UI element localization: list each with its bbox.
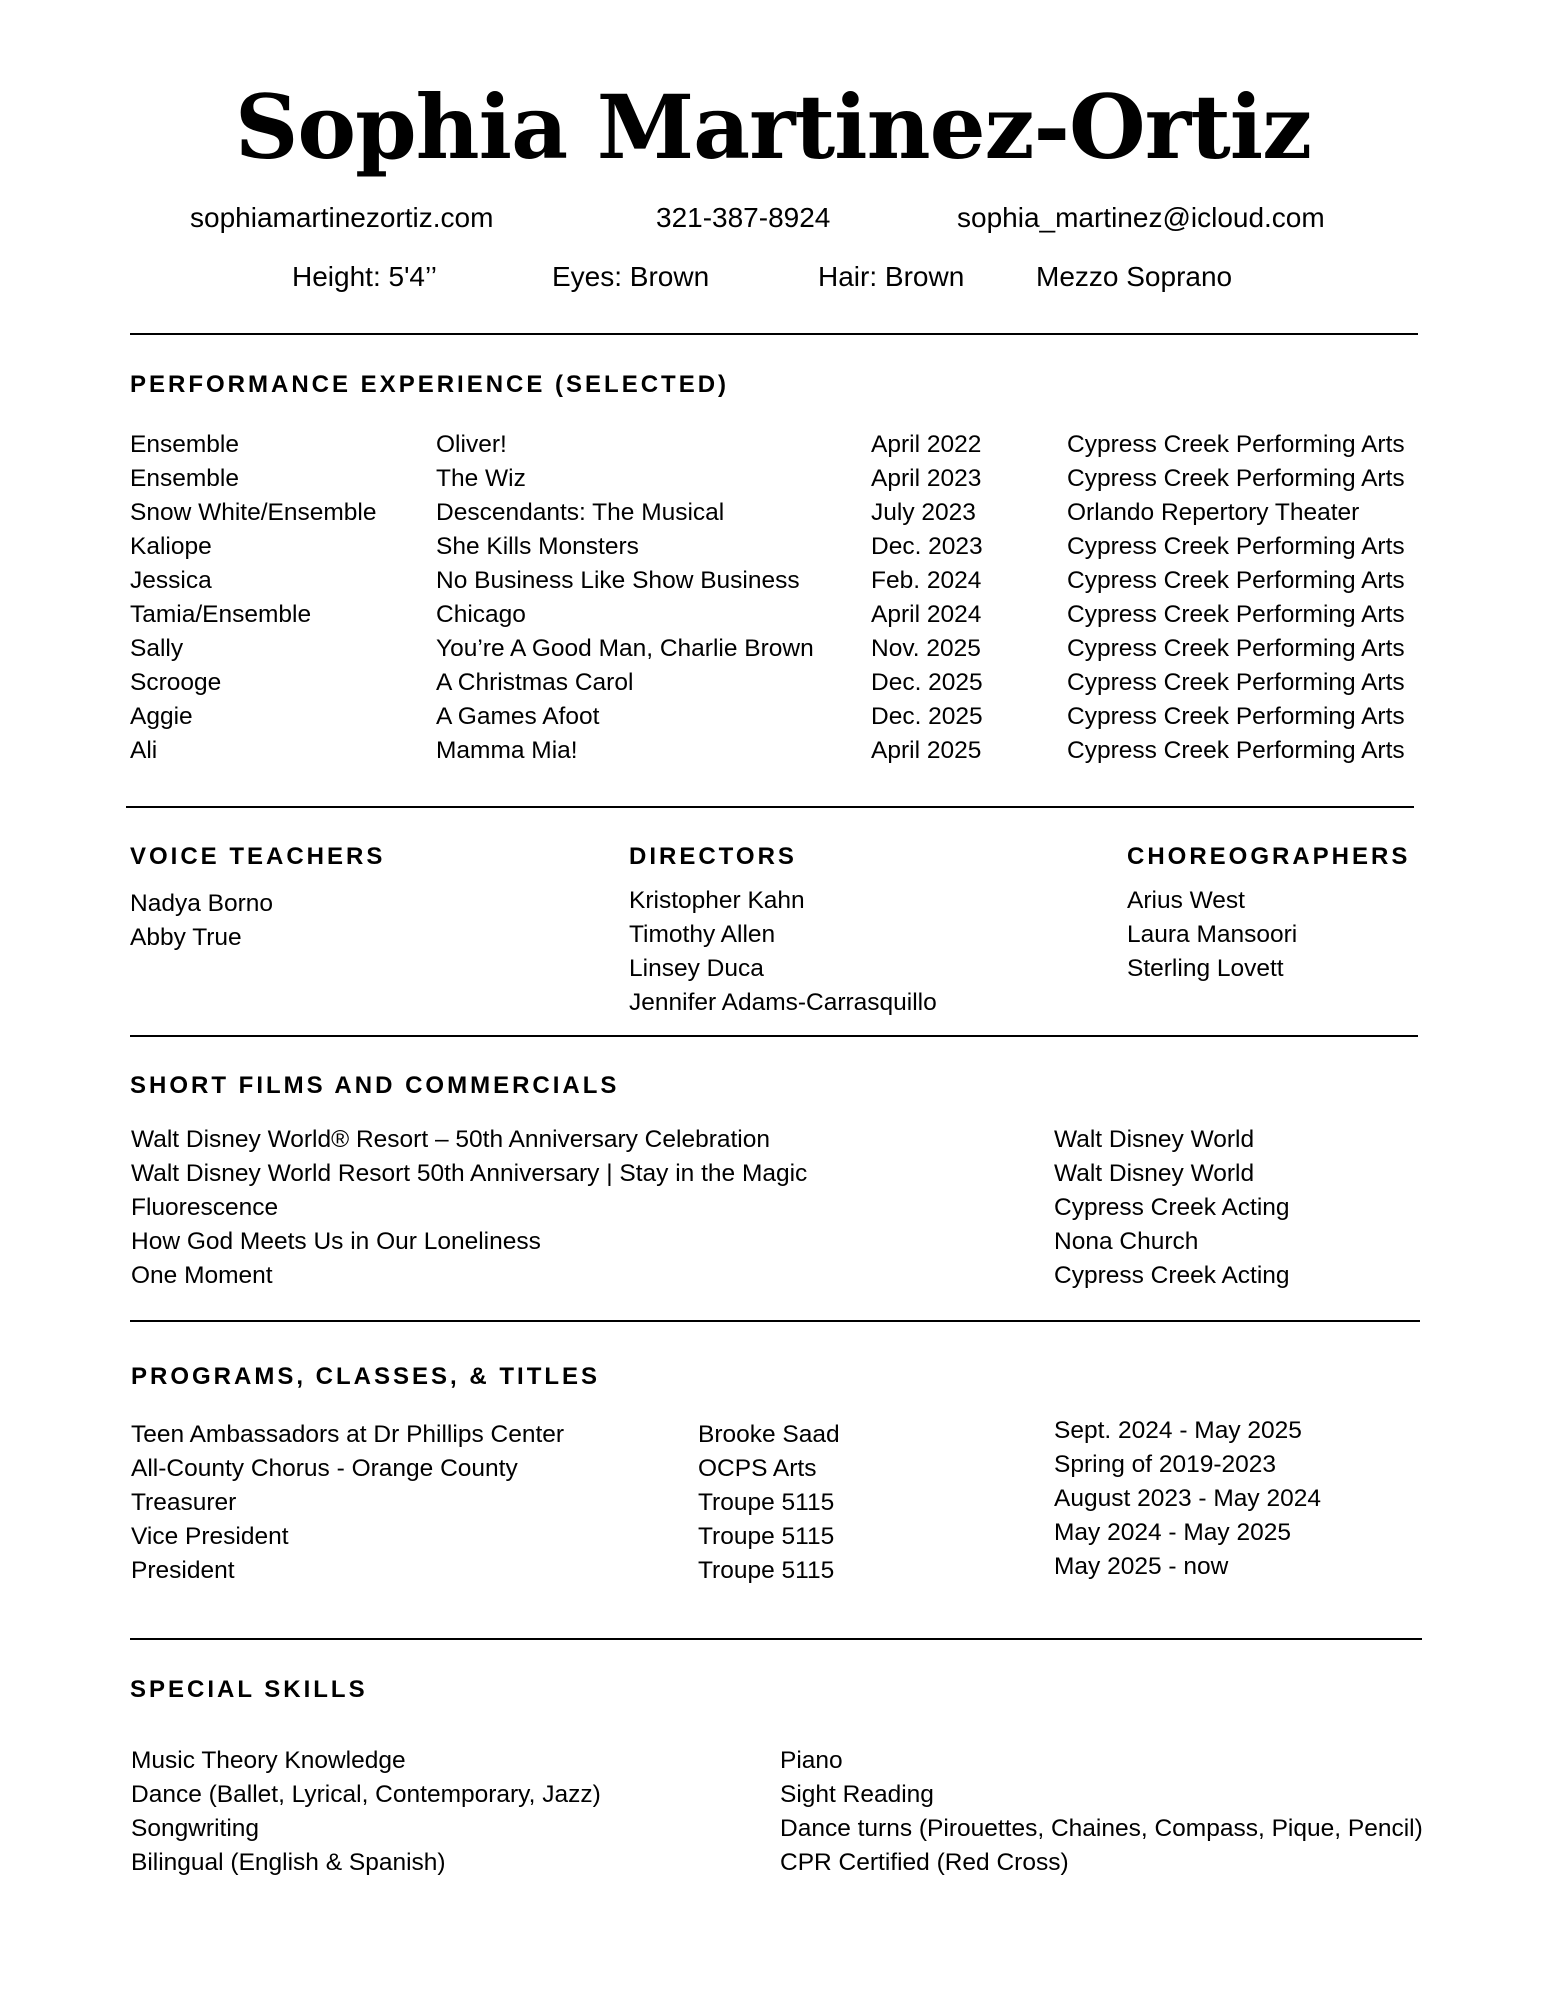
film-producer: Nona Church: [1054, 1228, 1199, 1255]
film-producers: [1054, 1123, 1290, 1293]
voice-teacher-item: Abby True: [130, 924, 242, 951]
performance-role: Ensemble: [130, 465, 239, 492]
skill-item: Piano: [780, 1747, 843, 1774]
performance-show: The Wiz: [436, 465, 526, 492]
performance-show: You’re A Good Man, Charlie Brown: [436, 635, 814, 662]
performance-date: Nov. 2025: [871, 635, 981, 662]
program-dates: [1054, 1414, 1321, 1584]
directors-heading: DIRECTORS: [629, 843, 797, 870]
performance-role: Sally: [130, 635, 184, 662]
performance-date: April 2022: [871, 431, 982, 458]
divider: [130, 1638, 1422, 1640]
divider: [126, 806, 1414, 808]
skill-item: Music Theory Knowledge: [131, 1747, 406, 1774]
choreographer-item: Laura Mansoori: [1127, 921, 1298, 948]
performance-role: Aggie: [130, 703, 193, 730]
skills-right-list: [780, 1744, 1423, 1880]
program-title: Teen Ambassadors at Dr Phillips Center: [131, 1421, 565, 1448]
skill-item: Songwriting: [131, 1815, 260, 1842]
performance-company: Cypress Creek Performing Arts: [1067, 567, 1405, 594]
divider: [130, 333, 1418, 335]
performance-shows: [436, 428, 814, 768]
performance-show: Oliver!: [436, 431, 507, 458]
performance-role: Ali: [130, 737, 158, 764]
director-item: Timothy Allen: [629, 921, 776, 948]
performance-date: Feb. 2024: [871, 567, 982, 594]
performance-date: July 2023: [871, 499, 976, 526]
performance-show: Chicago: [436, 601, 526, 628]
skills-left-list: [131, 1744, 601, 1880]
performance-show: A Games Afoot: [436, 703, 600, 730]
performance-company: Cypress Creek Performing Arts: [1067, 465, 1405, 492]
performance-show: Mamma Mia!: [436, 737, 578, 764]
skill-item: Bilingual (English & Spanish): [131, 1849, 446, 1876]
choreographer-item: Arius West: [1127, 887, 1245, 914]
performance-date: Dec. 2023: [871, 533, 983, 560]
program-org: Troupe 5115: [698, 1557, 835, 1584]
performance-show: No Business Like Show Business: [436, 567, 800, 594]
director-item: Jennifer Adams-Carrasquillo: [629, 989, 937, 1016]
program-dates: May 2025 - now: [1054, 1553, 1229, 1580]
performance-company: Cypress Creek Performing Arts: [1067, 533, 1405, 560]
performance-role: Scrooge: [130, 669, 222, 696]
voice-teacher-item: Nadya Borno: [130, 890, 274, 917]
film-producer: Walt Disney World: [1054, 1126, 1255, 1153]
performance-company: Cypress Creek Performing Arts: [1067, 635, 1405, 662]
program-dates: Sept. 2024 - May 2025: [1054, 1417, 1302, 1444]
height-text: Height: 5'4’’: [292, 261, 437, 292]
performance-dates: [871, 428, 983, 768]
skill-item: Sight Reading: [780, 1781, 934, 1808]
performance-role: Tamia/Ensemble: [130, 601, 312, 628]
film-title: Fluorescence: [131, 1194, 279, 1221]
film-title: Walt Disney World Resort 50th Anniversary | Stay in the Magic: [131, 1160, 808, 1187]
skill-item: Dance (Ballet, Lyrical, Contemporary, Jazz): [131, 1781, 601, 1808]
program-orgs: [698, 1418, 840, 1588]
phone-text: 321-387-8924: [656, 202, 831, 233]
performance-role: Ensemble: [130, 431, 239, 458]
performance-companies: [1067, 428, 1405, 768]
performance-company: Cypress Creek Performing Arts: [1067, 737, 1405, 764]
voice-teachers-heading: VOICE TEACHERS: [130, 843, 386, 870]
director-item: Linsey Duca: [629, 955, 764, 982]
program-titles: [131, 1418, 564, 1588]
performance-date: Dec. 2025: [871, 703, 983, 730]
email-text: sophia_martinez@icloud.com: [957, 202, 1325, 233]
programs-heading: PROGRAMS, CLASSES, & TITLES: [131, 1363, 601, 1390]
performance-company: Cypress Creek Performing Arts: [1067, 601, 1405, 628]
choreographers-list: [1127, 884, 1297, 986]
divider: [130, 1035, 1418, 1037]
film-titles: [131, 1123, 807, 1293]
choreographer-item: Sterling Lovett: [1127, 955, 1284, 982]
performance-date: April 2023: [871, 465, 982, 492]
program-dates: August 2023 - May 2024: [1054, 1485, 1321, 1512]
eyes-text: Eyes: Brown: [552, 261, 710, 292]
performance-show: A Christmas Carol: [436, 669, 634, 696]
performance-date: Dec. 2025: [871, 669, 983, 696]
hair-text: Hair: Brown: [818, 261, 965, 292]
performance-date: April 2024: [871, 601, 982, 628]
choreographers-heading: CHOREOGRAPHERS: [1127, 843, 1411, 870]
performance-roles: [130, 428, 376, 768]
performance-show: She Kills Monsters: [436, 533, 639, 560]
performance-company: Cypress Creek Performing Arts: [1067, 431, 1405, 458]
film-producer: Walt Disney World: [1054, 1160, 1255, 1187]
performance-role: Jessica: [130, 567, 212, 594]
skill-item: CPR Certified (Red Cross): [780, 1849, 1069, 1876]
film-producer: Cypress Creek Acting: [1054, 1194, 1290, 1221]
film-title: Walt Disney World® Resort – 50th Anniversary Celebration: [131, 1126, 770, 1153]
program-title: President: [131, 1557, 235, 1584]
divider: [130, 1320, 1420, 1322]
film-title: One Moment: [131, 1262, 273, 1289]
program-org: Troupe 5115: [698, 1523, 835, 1550]
program-org: Troupe 5115: [698, 1489, 835, 1516]
performance-heading: PERFORMANCE EXPERIENCE (SELECTED): [130, 371, 730, 398]
performance-company: Orlando Repertory Theater: [1067, 499, 1360, 526]
voice-type-text: Mezzo Soprano: [1036, 261, 1233, 292]
film-title: How God Meets Us in Our Loneliness: [131, 1228, 541, 1255]
skill-item: Dance turns (Pirouettes, Chaines, Compass, Pique, Pencil): [780, 1815, 1423, 1842]
performance-show: Descendants: The Musical: [436, 499, 725, 526]
director-item: Kristopher Kahn: [629, 887, 805, 914]
program-org: OCPS Arts: [698, 1455, 817, 1482]
performance-company: Cypress Creek Performing Arts: [1067, 703, 1405, 730]
film-producer: Cypress Creek Acting: [1054, 1262, 1290, 1289]
program-org: Brooke Saad: [698, 1421, 840, 1448]
performance-role: Snow White/Ensemble: [130, 499, 377, 526]
performance-date: April 2025: [871, 737, 982, 764]
voice-teachers-list: [130, 887, 273, 955]
website-text: sophiamartinezortiz.com: [190, 202, 494, 233]
resume-name: Sophia Martinez-Ortiz: [234, 75, 1312, 179]
performance-company: Cypress Creek Performing Arts: [1067, 669, 1405, 696]
program-dates: Spring of 2019-2023: [1054, 1451, 1277, 1478]
program-dates: May 2024 - May 2025: [1054, 1519, 1291, 1546]
directors-list: [629, 884, 937, 1020]
films-heading: SHORT FILMS AND COMMERCIALS: [130, 1072, 620, 1099]
program-title: Treasurer: [131, 1489, 237, 1516]
skills-heading: SPECIAL SKILLS: [130, 1676, 368, 1703]
program-title: All-County Chorus - Orange County: [131, 1455, 518, 1482]
program-title: Vice President: [131, 1523, 289, 1550]
performance-role: Kaliope: [130, 533, 212, 560]
